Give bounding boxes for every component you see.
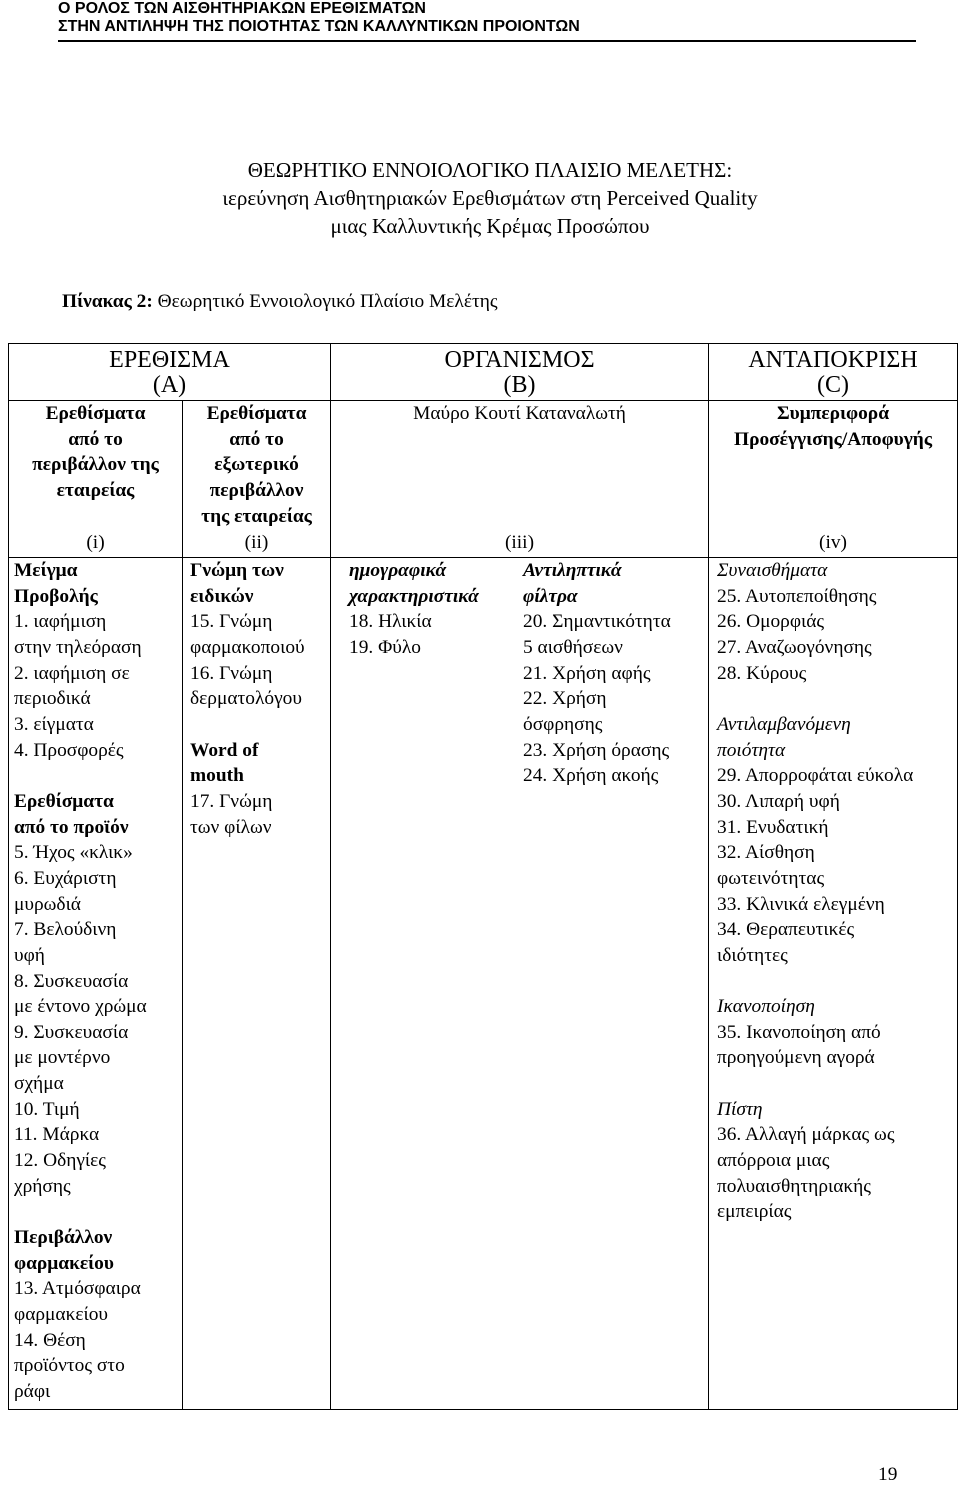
category-heading-line: Προβολής [14,585,98,607]
category-section [717,1097,955,1225]
item-line: σχήμα [14,1073,64,1095]
item-line: 13. Ατμόσφαιρα [14,1278,141,1300]
category-heading-line: ποιότητα [717,739,786,761]
group-code: (A) [152,372,187,398]
category-heading-line: mouth [190,765,244,787]
item-line: 11. Μάρκα [14,1124,100,1146]
item-line: υφή [14,944,45,966]
group-code: (B) [503,372,536,398]
group-name: ΟΡΓΑΝΙΣΜΟΣ [444,347,595,373]
item-line: των φίλων [190,816,272,838]
item-line: 33. Κλινικά ελεγμένη [717,893,885,915]
item-line: περιοδικά [14,688,91,710]
item-line: 24. Χρήση ακοής [523,765,659,787]
caption-text: Θεωρητικό Εννοιολογικό Πλαίσιο Μελέτης [157,291,498,312]
category-heading-line: από το προϊόν [14,816,129,838]
category-section [190,738,328,841]
page-number: 19 [878,1464,898,1485]
item-line: εμπειρίας [717,1201,792,1223]
item-line: 10. Τιμή [14,1098,80,1120]
item-line: όσφρησης [523,713,603,735]
title-line-1: ΘΕΩΡΗΤΙΚΟ ΕΝΝΟΙΟΛΟΓΙΚΟ ΠΛΑΙΣΙΟ ΜΕΛΕΤΗΣ: [247,158,733,182]
item-line: απόρροια μιας [717,1150,830,1172]
subheader-line: εταιρείας [56,479,135,501]
title-line-2: ιερεύνηση Αισθητηριακών Ερεθισμάτων στη Perceived Quality [222,186,758,210]
item-line: στην τηλεόραση [14,636,142,658]
category-heading-line: Συναισθήματα [717,560,828,581]
subheader-line: της εταιρείας [201,505,312,527]
item-line: πολυαισθητηριακής [717,1175,871,1197]
category-section [717,712,955,969]
item-line: 12. Οδηγίες [14,1150,106,1172]
column-divider [708,344,709,1409]
category-section [14,558,180,763]
item-line: χρήσης [14,1175,71,1197]
category-heading-line: Γνώμη των [190,560,284,581]
group-header-organism [331,344,708,400]
item-line: με έντονο χρώμα [14,996,147,1018]
subheader-external-stimuli [183,401,330,529]
item-line: 25. Αυτοπεποίθησης [717,585,877,607]
document-title [58,156,922,240]
item-line: 22. Χρήση [523,688,607,710]
item-line: 31. Ενυδατική [717,816,829,838]
category-heading-line: Word of [190,739,259,761]
column-numeral-iv: (iv) [819,532,847,553]
item-line: 15. Γνώμη [190,611,273,633]
item-line: 16. Γνώμη [190,662,273,684]
category-section [190,558,328,712]
column-demographics [349,558,521,661]
table-caption [62,289,498,315]
item-line: 5 αισθήσεων [523,636,623,658]
item-line: 26. Ομορφιάς [717,611,825,633]
framework-table [8,343,958,1410]
item-line: με μοντέρνο [14,1047,111,1069]
column-external-stimuli [190,558,328,840]
column-company-stimuli [14,558,180,1405]
subheader-response [709,401,957,452]
subheader-line: από το [68,428,123,450]
group-header-stimulus [9,344,330,400]
item-line: 20. Σημαντικότητα [523,611,671,633]
title-line-3: μιας Καλλυντικής Κρέμας Προσώπου [330,214,650,238]
item-line: 28. Κύρους [717,662,807,684]
item-line: ιδιότητες [717,944,788,966]
subheader-line: Ερεθίσματα [45,403,146,424]
subheader-line: εξωτερικό [214,454,299,476]
item-line: 27. Αναζωογόνησης [717,636,872,658]
category-heading-line: φαρμακείου [14,1252,114,1274]
subheader-line: από το [229,428,284,450]
running-header-line-1: Ο ΡΟΛΟΣ ΤΩΝ ΑΙΣΘΗΤΗΡΙΑΚΩΝ ΕΡΕΘΙΣΜΑΤΩΝ [58,0,426,17]
subheader-line: Ερεθίσματα [206,403,307,424]
category-section [717,994,955,1071]
item-line: 29. Απορροφάται εύκολα [717,765,914,787]
subheader-line: Συμπεριφορά [776,403,890,424]
category-heading-line: Ικανοποίηση [717,996,815,1018]
category-section [14,789,180,1200]
item-line: 14. Θέση [14,1329,86,1351]
subheader-line: περιβάλλον της [32,454,159,476]
column-divider [330,344,331,1409]
running-header [58,0,580,36]
group-name: ΕΡΕΘΙΣΜΑ [109,347,230,373]
item-line: 30. Λιπαρή υφή [717,790,840,812]
item-line: 36. Αλλαγή μάρκας ως [717,1124,895,1146]
item-line: φωτεινότητας [717,867,825,889]
running-header-line-2: ΣΤΗΝ ΑΝΤΙΛΗΨΗ ΤΗΣ ΠΟΙΟΤΗΤΑΣ ΤΩΝ ΚΑΛΛΥΝΤΙΚΩΝ ΠΡΟΙΟΝΤΩΝ [58,18,580,35]
category-heading-line: Αντιλαμβανόμενη [717,713,851,735]
item-line: 21. Χρήση αφής [523,662,651,684]
item-line: 5. Ήχος «κλικ» [14,842,133,864]
item-line: προϊόντος στο [14,1355,125,1377]
category-heading-line: Αντιληπτικά [523,560,622,581]
item-line: 19. Φύλο [349,636,421,658]
group-name: ΑΝΤΑΠΟΚΡΙΣΗ [748,347,918,373]
item-line: 2. ιαφήμιση σε [14,662,130,684]
group-header-response [709,344,957,400]
subheader-line: Προσέγγισης/Αποφυγής [733,428,932,450]
category-heading-line: Ερεθίσματα [14,790,114,812]
column-numeral-i: (i) [86,532,105,553]
item-line: προηγούμενη αγορά [717,1047,875,1069]
item-line: 32. Αίσθηση [717,842,815,864]
group-code: (C) [817,372,849,398]
item-line: 7. Βελούδινη [14,919,117,941]
column-perceptual-filters [523,558,705,789]
item-line: 4. Προσφορές [14,739,124,761]
item-line: 34. Θεραπευτικές [717,919,855,941]
item-line: δερματολόγου [190,688,302,710]
column-numeral-iii: (iii) [504,532,535,553]
category-heading-line: φίλτρα [523,585,578,607]
item-line: φαρμακείου [14,1304,109,1326]
item-line: 18. Ηλικία [349,611,432,633]
item-line: 9. Συσκευασία [14,1021,129,1043]
category-section [717,558,955,686]
subheader-line: περιβάλλον [209,479,304,501]
subheader-company-stimuli [9,401,182,504]
subheader-organism [331,401,708,427]
item-line: 1. ιαφήμιση [14,611,107,633]
item-line: φαρμακοποιού [190,636,305,658]
item-line: 35. Ικανοποίηση από [717,1021,881,1043]
subheader-line: Μαύρο Κουτί Καταναλωτή [413,403,626,424]
item-line: 8. Συσκευασία [14,970,129,992]
category-heading-line: ειδικών [190,585,254,607]
caption-label: Πίνακας 2: [62,291,153,312]
category-heading-line: Πίστη [717,1098,763,1120]
category-section [14,1225,180,1405]
category-section [523,558,705,789]
column-numeral-ii: (ii) [244,532,269,553]
item-line: 17. Γνώμη [190,790,273,812]
item-line: 6. Ευχάριστη [14,867,117,889]
category-section [349,558,521,661]
item-line: ράφι [14,1381,51,1402]
category-heading-line: χαρακτηριστικά [349,585,479,607]
column-response [717,558,955,1225]
category-heading-line: ημογραφικά [349,560,447,581]
category-heading-line: Περιβάλλον [14,1227,113,1249]
item-line: 3. είγματα [14,713,94,735]
item-line: μυρωδιά [14,893,81,915]
category-heading-line: Μείγμα [14,560,78,581]
header-rule [58,40,916,42]
item-line: 23. Χρήση όρασης [523,739,670,761]
